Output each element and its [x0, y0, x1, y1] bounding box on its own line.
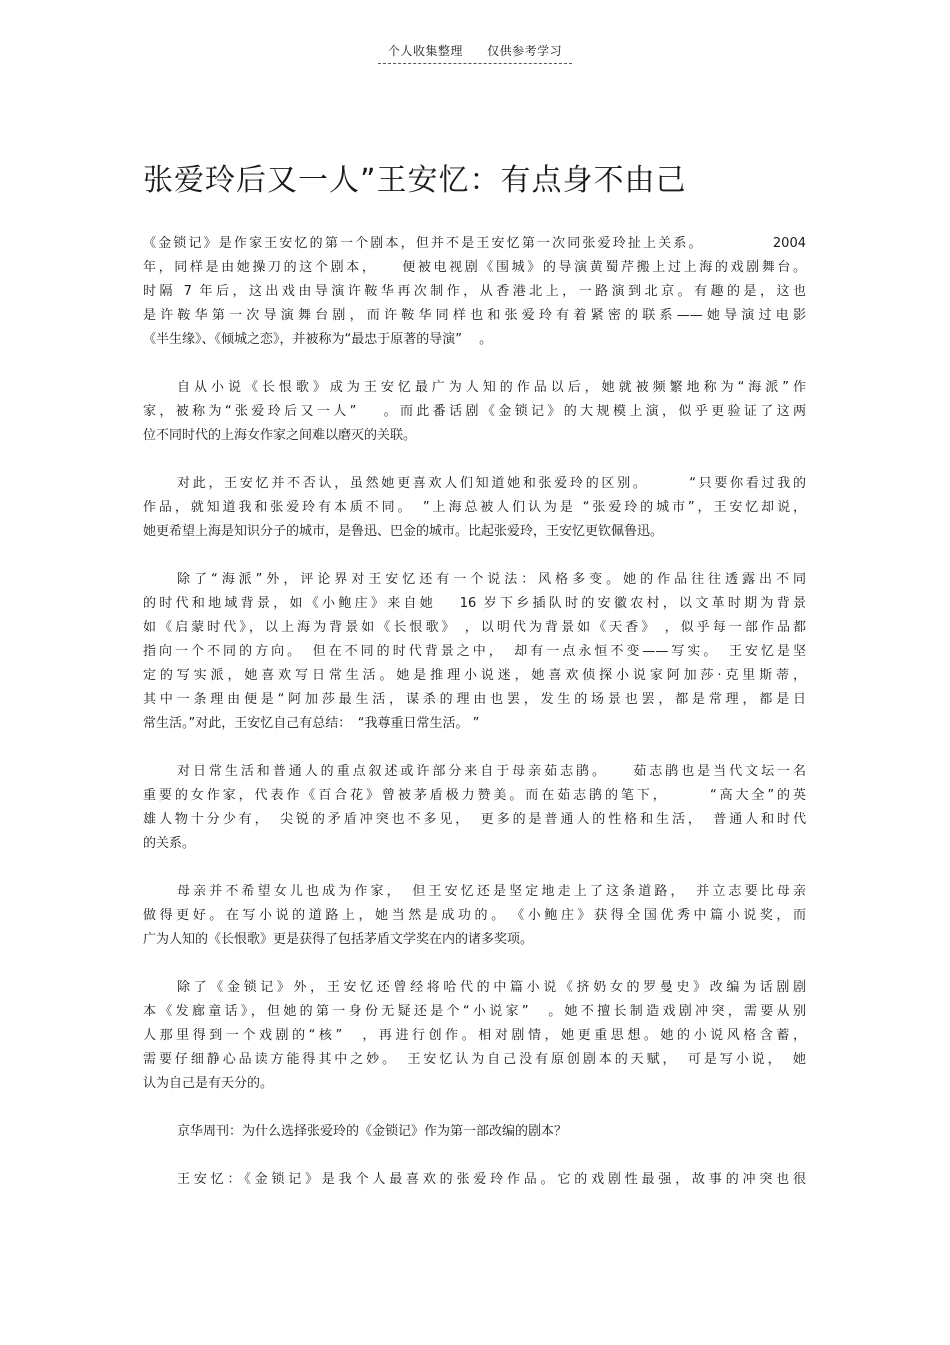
paragraph-line: 的时代和地域背景，如《小鲍庄》来自她 16 岁下乡插队时的安徽农村，以文革时期为背景: [143, 596, 806, 611]
header-text: [378, 42, 572, 64]
paragraph-line: 定的写实派，她喜欢写日常生活。她是推理小说迷，她喜欢侦探小说家阿加莎·克里斯蒂，: [143, 668, 806, 683]
article-body: [143, 232, 806, 1216]
paragraph-line: 京华周刊：为什么选择张爱玲的《金锁记》作为第一部改编的剧本？: [177, 1124, 568, 1139]
paragraph-line: 王安忆：《金锁记》是我个人最喜欢的张爱玲作品。它的戏剧性最强，故事的冲突也很: [177, 1172, 806, 1187]
paragraph-9: [143, 1168, 806, 1192]
paragraph-line: 时隔 7 年后，这出戏由导演许鞍华再次制作，从香港北上，一路演到北京。有趣的是，这也: [143, 284, 806, 299]
paragraph-line: 位不同时代的上海女作家之间难以磨灭的关联。: [143, 428, 417, 443]
paragraph-line: 除了《金锁记》外，王安忆还曾经将哈代的中篇小说《挤奶女的罗曼史》改编为话剧剧: [177, 980, 806, 995]
paragraph-4: [143, 568, 806, 736]
paragraph-line: 对此，王安忆并不否认，虽然她更喜欢人们知道她和张爱玲的区别。 “只要你看过我的: [177, 476, 806, 491]
paragraph-line: 是许鞍华第一次导演舞台剧，而许鞍华同样也和张爱玲有着紧密的联系——她导演过电影: [143, 308, 806, 323]
paragraph-line: 人那里得到一个戏剧的“核” ，再进行创作。相对剧情，她更重思想。她的小说风格含蓄，: [143, 1028, 806, 1043]
header-left-text: 个人收集整理: [387, 44, 463, 58]
paragraph-line: 雄人物十分少有， 尖锐的矛盾冲突也不多见， 更多的是普通人的性格和生活， 普通人和时代: [143, 812, 806, 827]
paragraph-line: 的关系。: [143, 836, 196, 851]
paragraph-line: 认为自己是有天分的。: [143, 1076, 274, 1091]
paragraph-line: 对日常生活和普通人的重点叙述或许部分来自于母亲茹志鹃。 茹志鹃也是当代文坛一名: [177, 764, 806, 779]
paragraph-2: [143, 376, 806, 448]
paragraph-line: 家，被称为“张爱玲后又一人” 。而此番话剧《金锁记》的大规模上演，似乎更验证了这两: [143, 404, 806, 419]
paragraph-6: [143, 880, 806, 952]
paragraph-line: 除了“海派”外，评论界对王安忆还有一个说法：风格多变。她的作品往往透露出不同: [177, 572, 806, 587]
paragraph-1: [143, 232, 806, 352]
paragraph-line: 年，同样是由她操刀的这个剧本， 便被电视剧《围城》的导演黄蜀芹搬上过上海的戏剧舞台。: [143, 260, 806, 275]
article-title: 张爱玲后又一人”王安忆：有点身不由己: [143, 163, 687, 198]
paragraph-line: 指向一个不同的方向。 但在不同的时代背景之中， 却有一点永恒不变——写实。 王安忆是坚: [143, 644, 806, 659]
paragraph-line: 她更希望上海是知识分子的城市，是鲁迅、巴金的城市。比起张爱玲，王安忆更钦佩鲁迅。: [143, 524, 664, 539]
paragraph-line: 如《启蒙时代》，以上海为背景如《长恨歌》 ，以明代为背景如《天香》 ，似乎每一部作品都: [143, 620, 806, 635]
paragraph-line: 广为人知的《长恨歌》更是获得了包括茅盾文学奖在内的诸多奖项。: [143, 932, 534, 947]
paragraph-5: [143, 760, 806, 856]
paragraph-line: 母亲并不希望女儿也成为作家， 但王安忆还是坚定地走上了这条道路， 并立志要比母亲: [177, 884, 806, 899]
paragraph-7: [143, 976, 806, 1096]
page-header: [0, 40, 950, 64]
paragraph-line: 《金锁记》是作家王安忆的第一个剧本，但并不是王安忆第一次同张爱玲扯上关系。 2004: [143, 236, 806, 251]
paragraph-line: 重要的女作家，代表作《百合花》曾被茅盾极力赞美。而在茹志鹃的笔下， “高大全”的英: [143, 788, 806, 803]
paragraph-line: 自从小说《长恨歌》成为王安忆最广为人知的作品以后，她就被频繁地称为“海派”作: [177, 380, 806, 395]
paragraph-3: [143, 472, 806, 544]
paragraph-line: 作品，就知道我和张爱玲有本质不同。 ”上海总被人们认为是 “张爱玲的城市”，王安忆却说，: [143, 500, 806, 515]
paragraph-8: [143, 1120, 806, 1144]
paragraph-line: 常生活。”对此，王安忆自己有总结： “我尊重日常生活。 ”: [143, 716, 480, 731]
paragraph-line: 做得更好。在写小说的道路上，她当然是成功的。 《小鲍庄》获得全国优秀中篇小说奖，而: [143, 908, 806, 923]
header-right-text: 仅供参考学习: [487, 44, 563, 58]
paragraph-line: 本《发廊童话》，但她的第一身份无疑还是个“小说家” 。她不擅长制造戏剧冲突，需要从别: [143, 1004, 806, 1019]
paragraph-line: 其中一条理由便是“阿加莎最生活，谋杀的理由也罢，发生的场景也罢，都是常理，都是日: [143, 692, 806, 707]
paragraph-line: 《半生缘》、《倾城之恋》，并被称为“最忠于原著的导演” 。: [143, 332, 493, 347]
paragraph-line: 需要仔细静心品读方能得其中之妙。 王安忆认为自己没有原创剧本的天赋， 可是写小说， 她: [143, 1052, 806, 1067]
